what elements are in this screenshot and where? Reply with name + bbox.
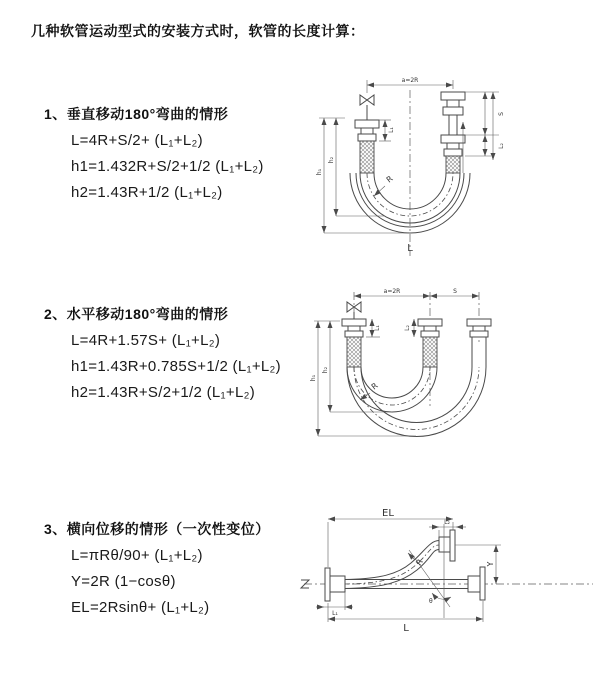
dim-label-r: R xyxy=(369,381,380,392)
dim-label-l1: L₁ xyxy=(332,610,338,617)
dim-label-length: L xyxy=(403,623,409,634)
section-1-heading: 1、垂直移动180°弯曲的情形 xyxy=(44,106,229,122)
middle-hose-fitting xyxy=(418,319,442,367)
dim-label-r: R xyxy=(384,174,395,185)
right-hose-fitting xyxy=(467,319,491,367)
formula-h2: h2=1.43R+S/2+1/2 (L₁+L₂) xyxy=(71,384,256,401)
section-horizontal-bend xyxy=(44,305,324,401)
el-dimension xyxy=(328,508,453,567)
formula-h1: h1=1.43R+0.785S+1/2 (L₁+L₂) xyxy=(71,358,281,375)
section-2-heading: 2、水平移动180°弯曲的情形 xyxy=(44,306,229,322)
formula-length: L=4R+S/2+ (L₁+L₂) xyxy=(71,132,203,149)
dim-label-l2: L₂ xyxy=(444,519,450,526)
diagram-horizontal-bend xyxy=(310,286,598,456)
formula-length: L=πRθ/90+ (L₁+L₂) xyxy=(71,547,203,564)
dim-label-h2: h₂ xyxy=(328,156,335,164)
dim-label-l2: L₂ xyxy=(404,325,411,331)
right-hose-fitting xyxy=(441,92,465,173)
formula-el: EL=2Rsinθ+ (L₁+L₂) xyxy=(71,599,210,616)
dim-label-h2: h₂ xyxy=(322,366,329,374)
fitting-length-dimensions xyxy=(366,319,414,337)
left-hose-fitting xyxy=(355,120,379,173)
dim-label-l1: L₁ xyxy=(374,325,381,331)
dim-label-span: a=2R xyxy=(383,288,401,295)
formula-h1: h1=1.432R+S/2+1/2 (L₁+L₂) xyxy=(71,158,264,175)
dim-label-length: L xyxy=(407,243,413,254)
lower-fitting-length-dimension xyxy=(316,592,353,617)
radius-callout xyxy=(374,174,395,196)
dim-label-h1: h₁ xyxy=(310,374,317,382)
left-flange-fitting xyxy=(325,568,345,601)
length-dimension xyxy=(328,601,483,634)
dim-label-theta: θ xyxy=(429,598,433,605)
upper-flange-fitting xyxy=(439,530,455,561)
dim-label-l2: L₂ xyxy=(498,143,505,149)
hose-u-bend-position-2 xyxy=(347,367,486,437)
formula-h2: h2=1.43R+1/2 (L₁+L₂) xyxy=(71,184,223,201)
fitting-length-dimension xyxy=(379,120,395,141)
page-title: 几种软管运动型式的安装方式时，软管的长度计算： xyxy=(31,23,365,39)
span-dimension xyxy=(354,288,479,296)
diagram-lateral-displacement xyxy=(298,506,598,648)
section-lateral-displacement xyxy=(44,520,324,616)
dim-label-span: a=2R xyxy=(401,77,419,84)
section-3-heading: 3、横向位移的情形（一次性变位） xyxy=(44,521,270,537)
dim-label-s: S xyxy=(498,112,505,116)
formula-y: Y=2R (1−cosθ) xyxy=(71,573,176,590)
right-flange-fitting xyxy=(468,567,485,600)
valve-icon xyxy=(360,95,374,120)
dim-label-y: Y xyxy=(486,561,495,567)
dim-label-el: EL xyxy=(382,508,394,519)
dim-label-h1: h₁ xyxy=(316,168,323,176)
hose-displaced-position xyxy=(345,541,439,589)
upper-fitting-length-dimension xyxy=(429,519,466,537)
formula-length: L=4R+1.57S+ (L₁+L₂) xyxy=(71,332,221,349)
dim-label-r: R xyxy=(414,557,425,568)
stroke-dimension xyxy=(463,92,505,173)
left-hose-fitting xyxy=(342,319,366,367)
diagram-vertical-bend xyxy=(315,70,585,260)
dim-label-s: S xyxy=(453,288,457,295)
section-vertical-bend xyxy=(44,105,324,201)
hose-u-bend-position-1 xyxy=(347,367,437,412)
dim-label-l1: L₁ xyxy=(388,127,395,133)
